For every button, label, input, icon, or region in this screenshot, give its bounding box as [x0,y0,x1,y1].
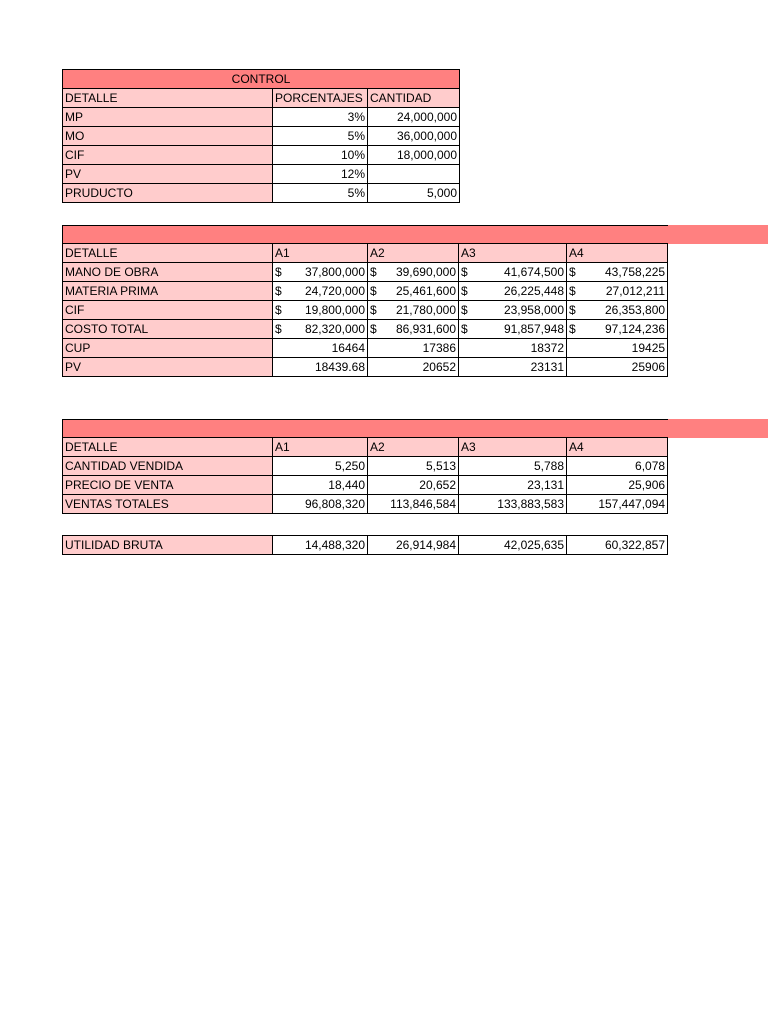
control-row-pct[interactable]: 5% [273,184,368,203]
profit-label[interactable]: UTILIDAD BRUTA [63,536,273,555]
cell-value: 82,320,000 [304,322,365,336]
table-row [63,263,668,282]
control-row-qty[interactable]: 36,000,000 [368,127,460,146]
costs-row-label[interactable]: PV [63,358,273,377]
currency-symbol: $ [461,284,468,298]
sales-cell[interactable]: 113,846,584 [368,495,459,514]
table-row [63,536,668,555]
control-table [62,69,460,203]
cell-value: 91,857,948 [503,322,564,336]
costs-cell[interactable]: 23131 [459,358,567,377]
sales-cell[interactable]: 5,788 [459,457,567,476]
costs-cell[interactable] [459,282,567,301]
costs-cell[interactable] [368,282,459,301]
cell-value: 27,012,211 [605,284,666,298]
cell-value: 26,353,800 [604,303,666,317]
currency-symbol: $ [275,265,282,279]
currency-symbol: $ [461,265,468,279]
profit-cell[interactable]: 42,025,635 [459,536,567,555]
costs-row-label[interactable]: MATERIA PRIMA [63,282,273,301]
costs-cell[interactable]: 17386 [368,339,459,358]
costs-title-cell[interactable] [63,226,668,244]
cell-value: 24,720,000 [304,284,365,298]
cell-value: 25,461,600 [395,284,456,298]
costs-row-label[interactable]: CUP [63,339,273,358]
control-header-porcentajes[interactable]: PORCENTAJES [273,89,368,108]
costs-row-label[interactable]: COSTO TOTAL [63,320,273,339]
table-row [63,495,668,514]
table-row [63,339,668,358]
profit-cell[interactable]: 26,914,984 [368,536,459,555]
costs-cell[interactable] [459,301,567,320]
costs-header-detalle[interactable]: DETALLE [63,244,273,263]
table-row [63,108,460,127]
costs-header-a2[interactable]: A2 [368,244,459,263]
control-row-label[interactable]: MO [63,127,273,146]
cell-value: 97,124,236 [604,322,666,336]
cell-value: 37,800,000 [304,265,365,279]
costs-row-label[interactable]: CIF [63,301,273,320]
cell-value: 86,931,600 [395,322,456,336]
currency-symbol: $ [275,284,282,298]
control-row-qty[interactable] [368,165,460,184]
costs-cell[interactable] [567,320,668,339]
costs-table [62,225,668,377]
costs-cell[interactable] [273,282,368,301]
control-row-pct[interactable]: 5% [273,127,368,146]
costs-cell[interactable]: 16464 [273,339,368,358]
costs-cell[interactable] [273,301,368,320]
costs-cell[interactable] [368,263,459,282]
sales-cell[interactable]: 133,883,583 [459,495,567,514]
control-row-qty[interactable]: 24,000,000 [368,108,460,127]
costs-cell[interactable]: 18372 [459,339,567,358]
cell-value: 21,780,000 [395,303,456,317]
sales-title-cell[interactable] [63,420,668,438]
sales-cell[interactable]: 18,440 [273,476,368,495]
sales-header-detalle[interactable]: DETALLE [63,438,273,457]
currency-symbol: $ [370,322,377,336]
sales-header-a2[interactable]: A2 [368,438,459,457]
cell-value: 39,690,000 [395,265,456,279]
cell-value: 43,758,225 [604,265,666,279]
profit-cell[interactable]: 60,322,857 [567,536,668,555]
sales-header-a4[interactable]: A4 [567,438,668,457]
table-row [63,282,668,301]
currency-symbol: $ [275,322,282,336]
sales-cell[interactable]: 6,078 [567,457,668,476]
sales-row-label[interactable]: PRECIO DE VENTA [63,476,273,495]
sales-cell[interactable]: 5,513 [368,457,459,476]
sales-table [62,419,668,514]
sales-cell[interactable]: 25,906 [567,476,668,495]
table-row [63,165,460,184]
currency-symbol: $ [461,303,468,317]
currency-symbol: $ [275,303,282,317]
sales-cell[interactable]: 20,652 [368,476,459,495]
control-row-pct[interactable]: 3% [273,108,368,127]
control-header-cantidad[interactable]: CANTIDAD [368,89,460,108]
costs-cell[interactable]: 19425 [567,339,668,358]
control-row-qty[interactable]: 18,000,000 [368,146,460,165]
costs-cell[interactable] [368,320,459,339]
costs-cell[interactable]: 18439.68 [273,358,368,377]
costs-cell[interactable] [567,282,668,301]
control-row-label[interactable]: PV [63,165,273,184]
currency-symbol: $ [370,303,377,317]
table-row [63,146,460,165]
table-row [63,301,668,320]
currency-symbol: $ [569,303,576,317]
control-row-label[interactable]: PRUDUCTO [63,184,273,203]
table-row [63,457,668,476]
currency-symbol: $ [370,284,377,298]
control-row-qty[interactable]: 5,000 [368,184,460,203]
table-row [63,320,668,339]
table-row [63,127,460,146]
sales-cell[interactable]: 96,808,320 [273,495,368,514]
costs-cell[interactable] [273,320,368,339]
table-row [63,358,668,377]
costs-cell[interactable] [368,301,459,320]
profit-cell[interactable]: 14,488,320 [273,536,368,555]
table-row [63,184,460,203]
sales-header-a1[interactable]: A1 [273,438,368,457]
currency-symbol: $ [569,284,576,298]
sales-cell[interactable]: 23,131 [459,476,567,495]
cell-value: 26,225,448 [503,284,564,298]
costs-header-a4[interactable]: A4 [567,244,668,263]
costs-cell[interactable]: 25906 [567,358,668,377]
profit-table [62,535,668,555]
costs-cell[interactable] [459,320,567,339]
sales-cell[interactable]: 157,447,094 [567,495,668,514]
control-row-pct[interactable]: 12% [273,165,368,184]
currency-symbol: $ [370,265,377,279]
control-row-pct[interactable]: 10% [273,146,368,165]
costs-cell[interactable] [567,301,668,320]
sales-row-label[interactable]: VENTAS TOTALES [63,495,273,514]
control-header-detalle[interactable]: DETALLE [63,89,273,108]
table-row [63,476,668,495]
control-row-label[interactable]: MP [63,108,273,127]
sales-cell[interactable]: 5,250 [273,457,368,476]
cell-value: 23,958,000 [503,303,564,317]
costs-cell[interactable]: 20652 [368,358,459,377]
costs-header-a3[interactable]: A3 [459,244,567,263]
currency-symbol: $ [569,322,576,336]
currency-symbol: $ [461,322,468,336]
control-title[interactable]: CONTROL [63,70,460,89]
sales-row-label[interactable]: CANTIDAD VENDIDA [63,457,273,476]
currency-symbol: $ [569,265,576,279]
costs-header-a1[interactable]: A1 [273,244,368,263]
costs-row-label[interactable]: MANO DE OBRA [63,263,273,282]
cell-value: 19,800,000 [304,303,365,317]
costs-cell[interactable] [273,263,368,282]
sales-header-a3[interactable]: A3 [459,438,567,457]
control-row-label[interactable]: CIF [63,146,273,165]
costs-cell[interactable] [567,263,668,282]
cell-value: 41,674,500 [503,265,564,279]
costs-cell[interactable] [459,263,567,282]
